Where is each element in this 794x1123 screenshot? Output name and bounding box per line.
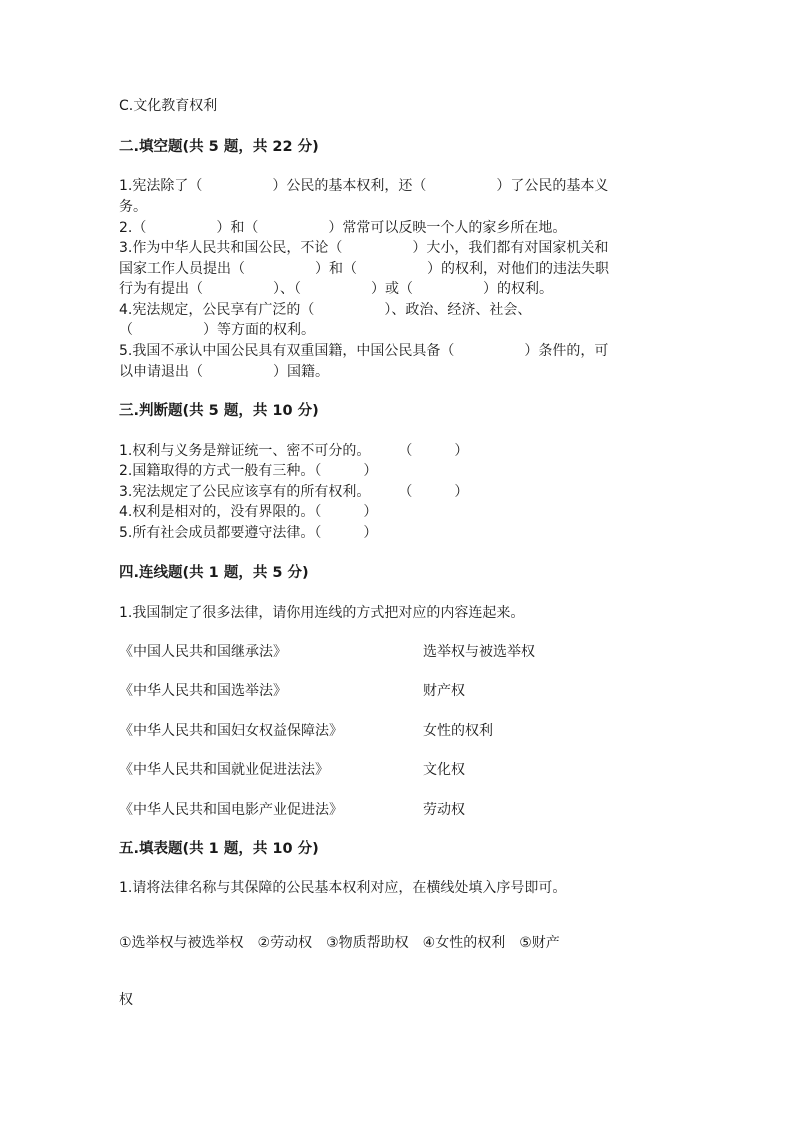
fill-in-line-2: 务。: [119, 199, 147, 215]
judgment-item-4: 4.权利是相对的，没有界限的。（ ）: [119, 504, 378, 520]
matching-law-2: 《中华人民共和国选举法》: [119, 683, 287, 699]
rights-options-line: ①选举权与被选举权 ②劳动权 ③物质帮助权 ④女性的权利 ⑤财产: [119, 935, 560, 951]
fill-in-line-3: 2.（ ）和（ ）常常可以反映一个人的家乡所在地。: [119, 220, 567, 236]
matching-law-4: 《中华人民共和国就业促进法法》: [119, 762, 329, 778]
fill-in-line-1: 1.宪法除了（ ）公民的基本权利，还（ ）了公民的基本义: [119, 178, 609, 194]
section-heading-fill-in: 二.填空题(共 5 题，共 22 分): [119, 139, 319, 155]
section-heading-true-false: 三.判断题(共 5 题，共 10 分): [119, 403, 319, 419]
matching-prompt: 1.我国制定了很多法律，请你用连线的方式把对应的内容连起来。: [119, 605, 525, 621]
matching-right-5: 劳动权: [423, 802, 465, 818]
matching-law-3: 《中华人民共和国妇女权益保障法》: [119, 723, 343, 739]
table-fill-prompt: 1.请将法律名称与其保障的公民基本权利对应，在横线处填入序号即可。: [119, 880, 567, 896]
matching-right-2: 财产权: [423, 683, 465, 699]
fill-in-line-6: 行为有提出（ ）、（ ）或（ ）的权利。: [119, 281, 553, 297]
matching-law-5: 《中华人民共和国电影产业促进法》: [119, 802, 343, 818]
judgment-item-3: 3.宪法规定了公民应该享有的所有权利。 （ ）: [119, 484, 469, 500]
judgment-item-5: 5.所有社会成员都要遵守法律。（ ）: [119, 525, 378, 541]
section-heading-table-fill: 五.填表题(共 1 题，共 10 分): [119, 841, 319, 857]
fill-in-line-10: 以申请退出（ ）国籍。: [119, 364, 329, 380]
option-c: C.文化教育权利: [119, 98, 218, 114]
rights-options-wrap: 权: [119, 992, 133, 1008]
section-heading-matching: 四.连线题(共 1 题，共 5 分): [119, 565, 309, 581]
fill-in-line-9: 5.我国不承认中国公民具有双重国籍，中国公民具备（ ）条件的，可: [119, 343, 609, 359]
fill-in-line-4: 3.作为中华人民共和国公民，不论（ ）大小，我们都有对国家机关和: [119, 240, 609, 256]
matching-right-3: 女性的权利: [423, 723, 493, 739]
matching-law-1: 《中国人民共和国继承法》: [119, 644, 287, 660]
fill-in-line-8: （ ）等方面的权利。: [119, 322, 315, 338]
fill-in-line-7: 4.宪法规定，公民享有广泛的（ ）、政治、经济、社会、: [119, 302, 532, 318]
judgment-item-2: 2.国籍取得的方式一般有三种。（ ）: [119, 463, 378, 479]
judgment-item-1: 1.权利与义务是辩证统一、密不可分的。 （ ）: [119, 443, 469, 459]
matching-right-1: 选举权与被选举权: [423, 644, 535, 660]
fill-in-line-5: 国家工作人员提出（ ）和（ ）的权利，对他们的违法失职: [119, 261, 609, 277]
matching-right-4: 文化权: [423, 762, 465, 778]
